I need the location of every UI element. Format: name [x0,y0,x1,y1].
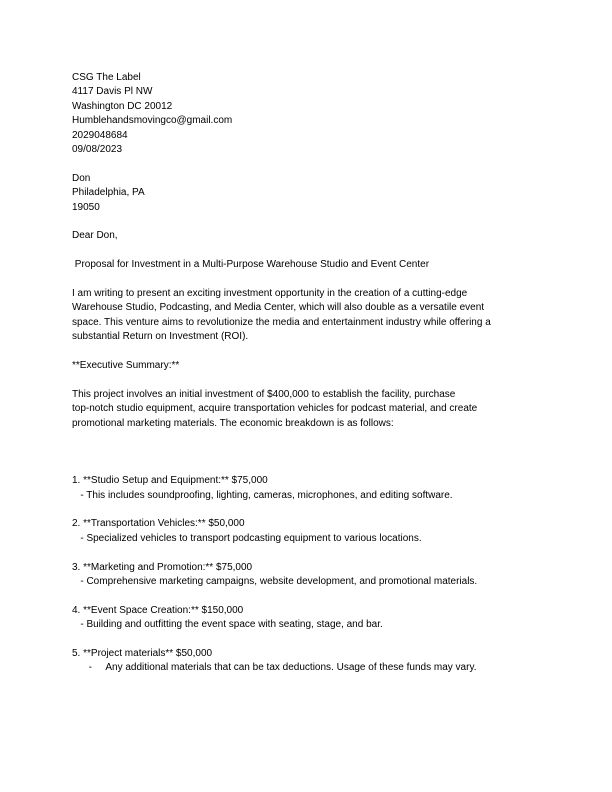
salutation-block [72,229,540,243]
subject-block [72,258,540,272]
recipient-block [72,172,540,215]
budget-item-1 [72,474,540,503]
sender-email: Humblehandsmovingco@gmail.com [72,115,233,127]
budget-intro-line: top-notch studio equipment, acquire transportation vehicles for podcast material, and create [72,403,478,415]
letter-date: 09/08/2023 [72,144,123,156]
budget-item-detail: - Specialized vehicles to transport podcasting equipment to various locations. [72,532,422,544]
sender-block [72,71,540,157]
budget-item-2 [72,517,540,546]
intro-paragraph [72,287,540,345]
sender-company: CSG The Label [72,72,141,83]
budget-intro-line: This project involves an initial investment of $400,000 to establish the facility, purchase [72,388,456,400]
budget-item-detail: - Any additional materials that can be tax deductions. Usage of these funds may vary. [72,662,477,674]
recipient-city-state: Philadelphia, PA [72,187,145,199]
budget-item-detail: - Building and outfitting the event space with seating, stage, and bar. [72,619,383,631]
budget-item-4 [72,604,540,633]
salutation: Dear Don, [72,230,118,242]
sender-street: 4117 Davis Pl NW [72,86,153,98]
budget-item-5 [72,647,540,676]
intro-line: I am writing to present an exciting investment opportunity in the creation of a cutting-edge [72,288,468,300]
sender-city-zip: Washington DC 20012 [72,100,173,112]
recipient-name: Don [72,172,91,184]
subject-line: Proposal for Investment in a Multi-Purpose Warehouse Studio and Event Center [72,259,430,271]
budget-item-title: 4. **Event Space Creation:** $150,000 [72,604,244,616]
executive-summary-heading: **Executive Summary:** [72,360,180,372]
intro-line: space. This venture aims to revolutionize the media and entertainment industry while offering a [72,316,491,328]
budget-item-title: 3. **Marketing and Promotion:** $75,000 [72,561,253,573]
budget-item-3 [72,561,540,590]
sender-phone: 2029048684 [72,129,128,141]
budget-intro-line: promotional marketing materials. The economic breakdown is as follows: [72,417,394,429]
intro-line: substantial Return on Investment (ROI). [72,331,249,343]
executive-summary-heading-block [72,359,540,373]
budget-intro-paragraph [72,388,540,431]
budget-item-title: 1. **Studio Setup and Equipment:** $75,000 [72,475,268,487]
intro-line: Warehouse Studio, Podcasting, and Media Center, which will also double as a versatile event [72,302,485,314]
recipient-zip: 19050 [72,201,100,213]
budget-item-title: 5. **Project materials** $50,000 [72,648,213,660]
budget-item-detail: - Comprehensive marketing campaigns, website development, and promotional materials. [72,576,478,588]
budget-item-detail: - This includes soundproofing, lighting, cameras, microphones, and editing software. [72,489,453,501]
budget-item-title: 2. **Transportation Vehicles:** $50,000 [72,518,245,530]
